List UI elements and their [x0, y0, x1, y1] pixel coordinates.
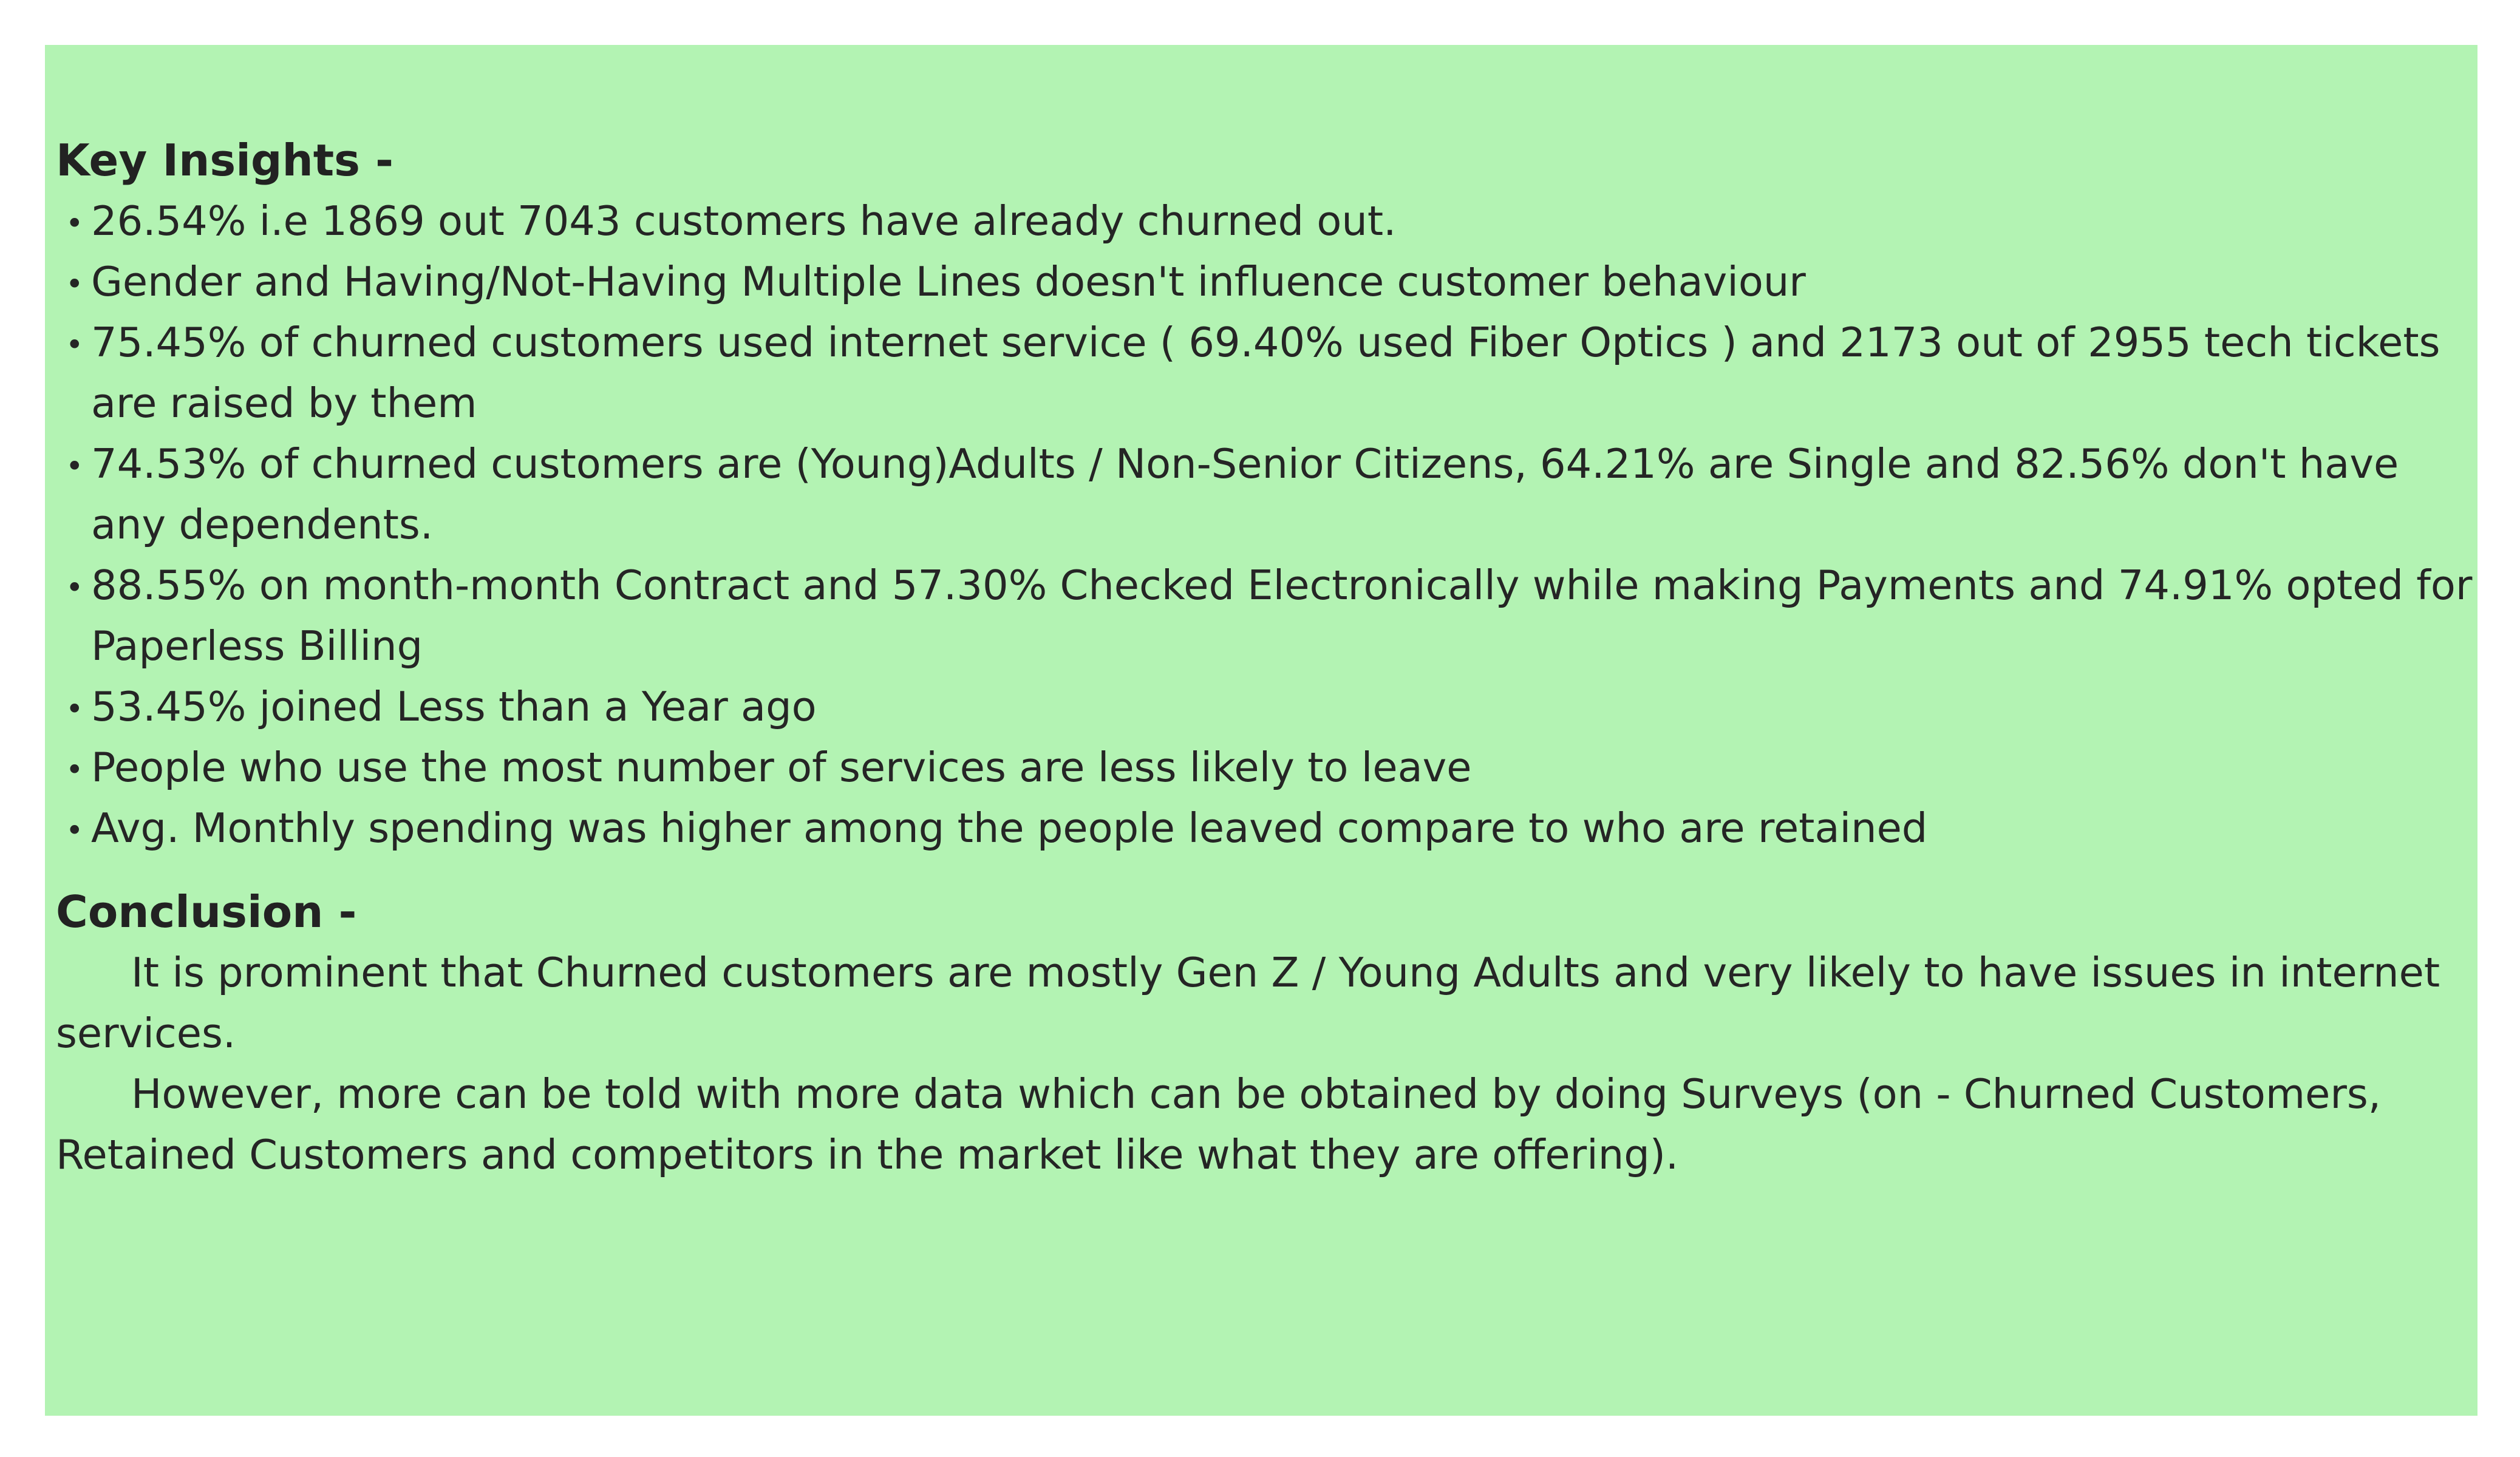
- conclusion-paragraph-2: However, more can be told with more data which can be obtained by doing Surveys (on - Churned Customers, Retained Customers and competitors in the market like what they are offering).: [56, 1070, 2382, 1178]
- insight-text: 53.45% joined Less than a Year ago: [91, 683, 817, 730]
- insight-item-6: [56, 676, 2473, 737]
- insight-text: 75.45% of churned customers used internet service ( 69.40% used Fiber Optics ) and 2173 out of 2955 tech tickets are raised by them: [91, 319, 2440, 427]
- conclusion-heading: Conclusion -: [56, 886, 357, 937]
- insight-text: Gender and Having/Not-Having Multiple Lines doesn't influence customer behaviour: [91, 258, 1806, 305]
- bullet-icon: •: [66, 752, 84, 787]
- insight-item-4: [56, 433, 2473, 555]
- bullet-icon: •: [66, 449, 84, 484]
- insight-text: People who use the most number of services are less likely to leave: [91, 744, 1472, 791]
- insight-text: Avg. Monthly spending was higher among the people leaved compare to who are retained: [91, 804, 1928, 852]
- panel-content: [56, 130, 2473, 1185]
- bullet-icon: •: [66, 813, 84, 848]
- key-insights-list: [56, 191, 2473, 858]
- insight-item-8: [56, 798, 2473, 858]
- bullet-icon: •: [66, 206, 84, 241]
- insight-item-1: [56, 191, 2473, 251]
- bullet-icon: •: [66, 327, 84, 362]
- insight-text: 88.55% on month-month Contract and 57.30% Checked Electronically while making Payments and 74.91% opted for Paperless Billing: [91, 562, 2473, 670]
- insight-item-7: [56, 737, 2473, 798]
- bullet-icon: •: [66, 691, 84, 727]
- conclusion-paragraph-1: It is prominent that Churned customers are mostly Gen Z / Young Adults and very likely to have issues in internet services.: [56, 949, 2440, 1057]
- insight-item-2: [56, 251, 2473, 312]
- insight-item-3: [56, 312, 2473, 433]
- bullet-icon: •: [66, 570, 84, 605]
- key-insights-heading: Key Insights -: [56, 135, 393, 186]
- insight-text: 26.54% i.e 1869 out 7043 customers have already churned out.: [91, 197, 1397, 245]
- insight-text: 74.53% of churned customers are (Young)Adults / Non-Senior Citizens, 64.21% are Single and 82.56% don't have any dependents.: [91, 440, 2399, 548]
- insight-item-5: [56, 555, 2473, 676]
- insights-panel: [45, 45, 2477, 1416]
- bullet-icon: •: [66, 267, 84, 302]
